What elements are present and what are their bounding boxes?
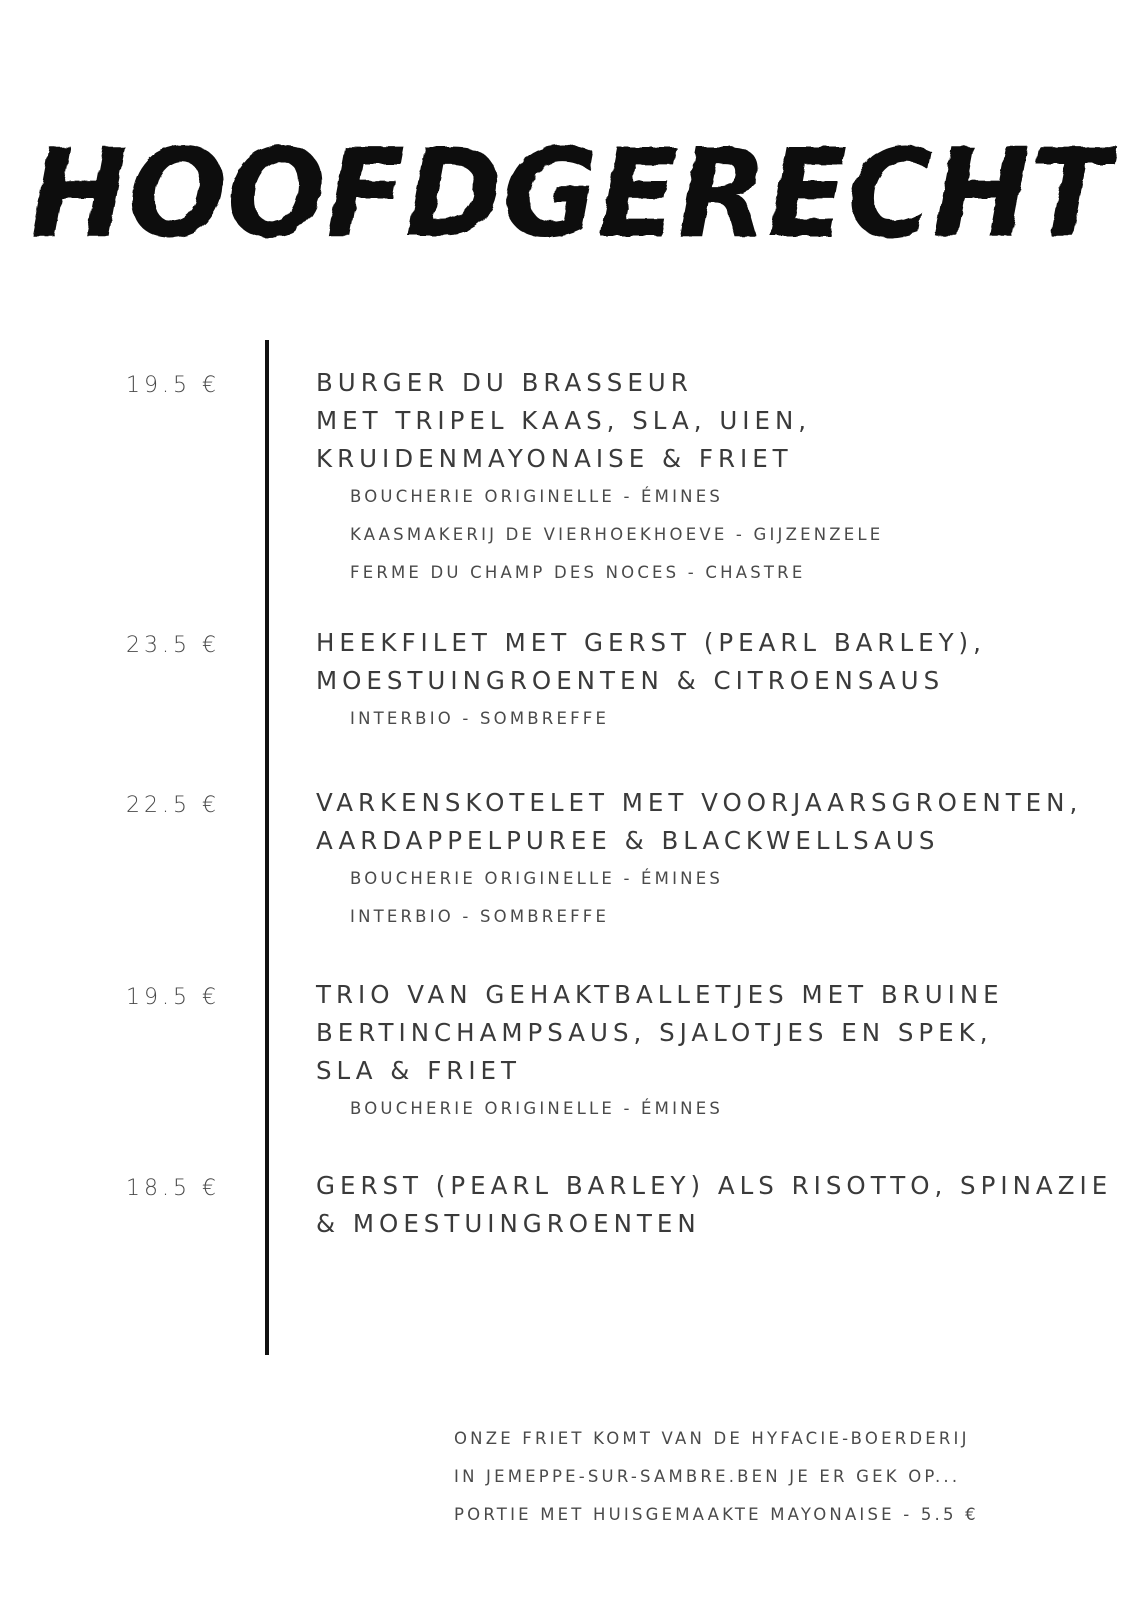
dish-line: & MOESTUINGROENTEN <box>316 1209 701 1238</box>
brush-title-graphic <box>20 118 1120 278</box>
supplier-line: INTERBIO - SOMBREFFE <box>350 907 610 926</box>
dish-line: GERST (PEARL BARLEY) ALS RISOTTO, SPINAZIE <box>316 1171 1113 1200</box>
dish-line: BERTINCHAMPSAUS, SJALOTJES EN SPEK, <box>316 1018 993 1047</box>
dish-line: SLA & FRIET <box>316 1056 521 1085</box>
supplier-line: BOUCHERIE ORIGINELLE - ÉMINES <box>350 487 724 506</box>
fries-note <box>454 1420 1114 1534</box>
price-label: 23.5 € <box>126 633 220 658</box>
price-label: 18.5 € <box>126 1176 220 1201</box>
supplier-line: FERME DU CHAMP DES NOCES - CHASTRE <box>350 563 806 582</box>
footer-line: ONZE FRIET KOMT VAN DE HYFACIE-BOERDERIJ <box>454 1429 970 1448</box>
price-label: 22.5 € <box>126 793 220 818</box>
dish-line: BURGER DU BRASSEUR <box>316 368 693 397</box>
menu-item <box>316 976 1116 1128</box>
supplier-line: BOUCHERIE ORIGINELLE - ÉMINES <box>350 1099 724 1118</box>
menu-item <box>316 364 1116 592</box>
supplier-line: BOUCHERIE ORIGINELLE - ÉMINES <box>350 869 724 888</box>
footer-line: PORTIE MET HUISGEMAAKTE MAYONAISE - 5.5 € <box>454 1505 979 1524</box>
menu-item <box>316 624 1116 738</box>
dish-line: HEEKFILET MET GERST (PEARL BARLEY), <box>316 628 986 657</box>
menu-title <box>20 118 1120 278</box>
dish-line: KRUIDENMAYONAISE & FRIET <box>316 444 793 473</box>
menu-item <box>316 784 1116 936</box>
dish-line: MOESTUINGROENTEN & CITROENSAUS <box>316 666 945 695</box>
price-label: 19.5 € <box>126 373 220 398</box>
menu-item <box>316 1167 1116 1243</box>
dish-line: AARDAPPELPUREE & BLACKWELLSAUS <box>316 826 940 855</box>
supplier-line: INTERBIO - SOMBREFFE <box>350 709 610 728</box>
footer-line: IN JEMEPPE-SUR-SAMBRE.BEN JE ER GEK OP... <box>454 1467 961 1486</box>
vertical-divider <box>265 340 269 1355</box>
dish-line: MET TRIPEL KAAS, SLA, UIEN, <box>316 406 812 435</box>
dish-line: VARKENSKOTELET MET VOORJAARSGROENTEN, <box>316 788 1083 817</box>
supplier-line: KAASMAKERIJ DE VIERHOEKHOEVE - GIJZENZELE <box>350 525 884 544</box>
price-label: 19.5 € <box>126 985 220 1010</box>
dish-line: TRIO VAN GEHAKTBALLETJES MET BRUINE <box>316 980 1004 1009</box>
title-text: HOOFDGERECHT <box>30 123 1119 265</box>
